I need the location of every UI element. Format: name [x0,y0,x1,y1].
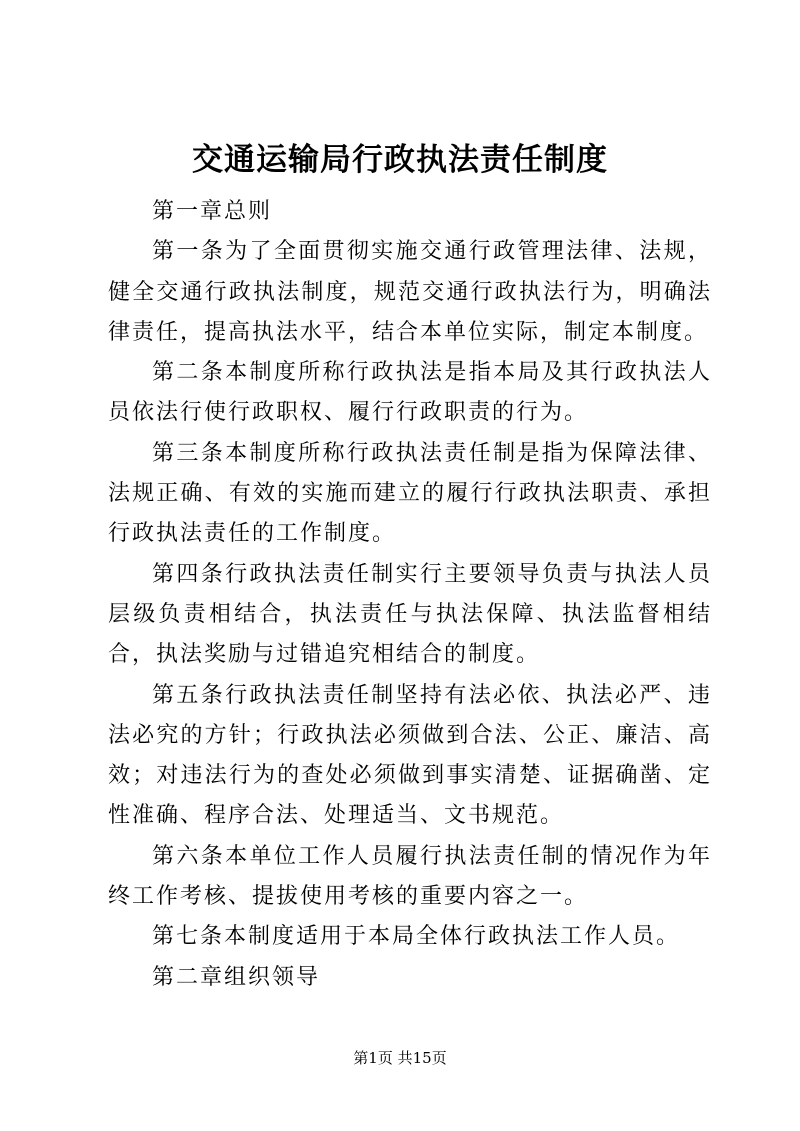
article-7: 第七条本制度适用于本局全体行政执法工作人员。 [152,924,681,950]
article-6: 第六条本单位工作人员履行执法责任制的情况作为年终工作考核、提拔使用考核的重要内容之一。 [108,843,712,910]
page-number-footer: 第1页 共15页 [353,1049,447,1067]
chapter-heading-1: 第一章总则 [152,199,273,224]
chapter-heading-2: 第二章组织领导 [152,964,321,990]
article-3: 第三条本制度所称行政执法责任制是指为保障法律、法规正确、有效的实施而建立的履行行政执法职责、承担行政执法责任的工作制度。 [108,440,712,547]
document-body [108,192,712,998]
document-title: 交通运输局行政执法责任制度 [192,142,608,178]
article-2: 第二条本制度所称行政执法是指本局及其行政执法人员依法行使行政职权、履行行政职责的行为。 [108,360,712,426]
article-5: 第五条行政执法责任制坚持有法必依、执法必严、违法必究的方针；行政执法必须做到合法、公正、廉洁、高效；对违法行为的查处必须做到事实清楚、证据确凿、定性准确、程序合法、处理适当、文书规范。 [108,682,712,829]
article-1: 第一条为了全面贯彻实施交通行政管理法律、法规，健全交通行政执法制度，规范交通行政执法行为，明确法律责任，提高执法水平，结合本单位实际，制定本制度。 [108,239,712,345]
article-4: 第四条行政执法责任制实行主要领导负责与执法人员层级负责相结合，执法责任与执法保障、执法监督相结合，执法奖励与过错追究相结合的制度。 [108,561,712,668]
